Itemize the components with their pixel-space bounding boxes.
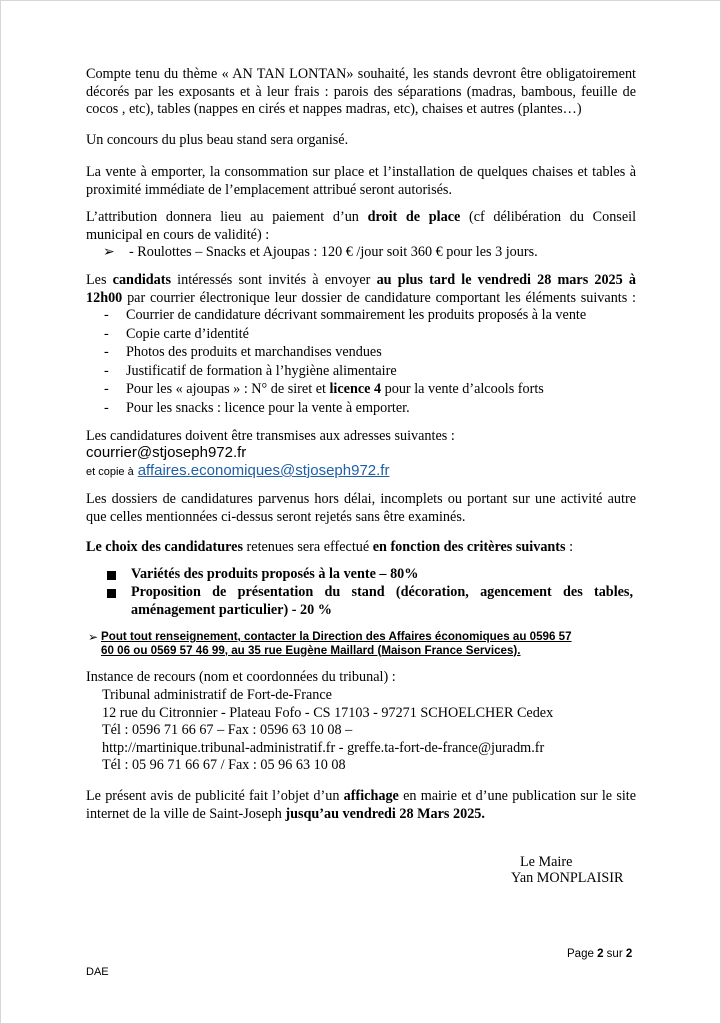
candidats-paragraph xyxy=(86,272,636,307)
dash-bullet: - xyxy=(104,325,109,342)
publicite-paragraph xyxy=(86,788,636,823)
attribution-line-1 xyxy=(86,209,636,227)
candidats-line-2 xyxy=(86,290,636,308)
list-item xyxy=(104,344,644,363)
critere-1-text: Variétés des produits proposés à la vente – 80% xyxy=(131,566,419,582)
candidats-bold: candidats xyxy=(112,272,171,288)
signature-title-text: Le Maire xyxy=(520,854,573,870)
transmission-paragraph xyxy=(86,428,636,446)
list-item xyxy=(104,400,644,419)
publicite-date-bold: jusqu’au vendredi 28 Mars 2025. xyxy=(285,805,485,822)
dae-text: DAE xyxy=(86,966,109,978)
dash-bullet: - xyxy=(104,399,109,416)
signature-name xyxy=(511,870,623,888)
list-item xyxy=(104,381,644,400)
square-bullet-icon xyxy=(107,571,116,580)
list-item xyxy=(104,326,644,345)
rejet-paragraph xyxy=(86,491,636,526)
attribution-paragraph xyxy=(86,209,636,262)
list-item-text: Pour les snacks : licence pour la vente à emporter. xyxy=(126,399,410,416)
publicite-site: internet de la ville de Saint-Joseph xyxy=(86,805,282,822)
tribunal-phone-2: Tél : 05 96 71 66 67 / Fax : 05 96 63 10 08 xyxy=(102,757,346,773)
list-item-text: Photos des produits et marchandises vendues xyxy=(126,344,382,361)
dash-bullet: - xyxy=(104,381,109,398)
list-item-text: Copie carte d’identité xyxy=(126,325,249,342)
critere-2-line-2: aménagement particulier) - 20 % xyxy=(131,601,332,618)
arrow-bullet-icon: ➢ xyxy=(88,630,99,644)
choix-bold: Le choix des candidatures xyxy=(86,539,243,555)
list-item-text: Courrier de candidature décrivant sommairement les produits proposés à la vente xyxy=(126,307,587,323)
arrow-bullet-icon: ➢ xyxy=(103,244,115,260)
tarif-line xyxy=(86,244,636,262)
publicite-line-2 xyxy=(86,806,636,824)
email-link-affaires[interactable]: affaires.economiques@stjoseph972.fr xyxy=(137,462,390,479)
intro-line-1: Compte tenu du thème « AN TAN LONTAN» souhaité, les stands devront être obligatoirement xyxy=(86,66,636,82)
list-item xyxy=(104,363,644,382)
email-copy-row xyxy=(86,462,636,480)
deadline-bold: au plus tard le vendredi 28 mars 2025 à xyxy=(376,272,636,288)
licence-bold: licence 4 xyxy=(329,381,382,398)
tribunal-phone: Tél : 0596 71 66 67 – Fax : 0596 63 10 08 – xyxy=(102,722,353,738)
vente-line-1: La vente à emporter, la consommation sur place et l’installation de quelques chaises et tables à xyxy=(86,164,636,180)
choix-paragraph xyxy=(86,539,636,557)
candidats-dossier: par courrier électronique leur dossier de candidature comportant les éléments suivants : xyxy=(127,289,636,306)
page-number xyxy=(567,948,632,960)
pieces-list xyxy=(104,307,644,419)
list-item-text: pour la vente d’alcools forts xyxy=(384,381,544,398)
tarif-text: - Roulottes – Snacks et Ajoupas : 120 € /jour soit 360 € pour les 3 jours. xyxy=(129,244,538,260)
rejet-line-2: que celles mentionnées ci-dessus seront rejetés sans être examinés. xyxy=(86,508,466,525)
candidats-les: Les xyxy=(86,272,107,288)
vente-paragraph xyxy=(86,164,636,199)
critere-2 xyxy=(131,584,633,619)
critere-1 xyxy=(131,566,633,584)
email-primary-row xyxy=(86,444,636,462)
publicite-pre: Le présent avis de publicité fait l’objet d’un xyxy=(86,788,340,804)
choix-mid: retenues sera effectué xyxy=(246,539,370,555)
page-sur: sur xyxy=(606,948,623,960)
square-bullet-icon xyxy=(107,589,116,598)
concours-paragraph xyxy=(86,132,636,150)
email-link-courrier[interactable]: courrier@stjoseph972.fr xyxy=(86,444,247,461)
choix-colon: : xyxy=(569,539,574,555)
concours-text: Un concours du plus beau stand sera organisé. xyxy=(86,132,349,148)
attribution-line-2: municipal en cours de validité) : xyxy=(86,226,270,243)
contact-line-2: 60 06 ou 0569 57 46 99, au 35 rue Eugène Maillard (Maison France Services). xyxy=(101,643,521,657)
tribunal-web: http://martinique.tribunal-administratif.fr - greffe.ta-fort-de-france@juradm.fr xyxy=(102,739,545,756)
publicite-line-1 xyxy=(86,788,636,806)
page-current: 2 xyxy=(597,948,604,960)
recours-title-text: Instance de recours (nom et coordonnées du tribunal) : xyxy=(86,669,396,685)
recours-details xyxy=(102,687,642,775)
vente-line-2: proximité immédiate de l’emplacement attribué seront autorisés. xyxy=(86,181,452,198)
intro-paragraph xyxy=(86,66,636,119)
candidats-invites: intéressés sont invités à envoyer xyxy=(177,272,371,288)
critere-2-line-1: Proposition de présentation du stand (décoration, agencement des tables, xyxy=(131,584,633,600)
footer-dae xyxy=(86,966,109,978)
criteres-bold: en fonction des critères suivants xyxy=(372,539,566,555)
contact-notice xyxy=(101,630,646,657)
list-item-text: Justificatif de formation à l’hygiène alimentaire xyxy=(126,362,397,379)
attribution-pre: L’attribution donnera lieu au paiement d’un xyxy=(86,209,359,225)
recours-title xyxy=(86,669,636,687)
intro-line-3: cocos , etc), tables (nappes en cirés et nappes madras, etc), chaises et autres (plantes…) xyxy=(86,101,582,117)
signature-title xyxy=(520,854,572,872)
copy-prefix: et copie à xyxy=(86,466,134,478)
rejet-line-1: Les dossiers de candidatures parvenus hors délai, incomplets ou portant sur une activité autre xyxy=(86,491,636,507)
page-total: 2 xyxy=(625,948,633,960)
publicite-post: en mairie et d’une publication sur le site xyxy=(403,788,637,804)
affichage-bold: affichage xyxy=(343,788,399,804)
dash-bullet: - xyxy=(104,344,109,361)
dash-bullet: - xyxy=(104,307,109,323)
candidats-line-1 xyxy=(86,272,636,290)
deadline-hour: 12h00 xyxy=(86,289,123,306)
transmission-intro: Les candidatures doivent être transmises aux adresses suivantes : xyxy=(86,428,455,444)
list-item xyxy=(104,307,644,326)
tribunal-address: 12 rue du Citronnier - Plateau Fofo - CS 17103 - 97271 SCHOELCHER Cedex xyxy=(102,704,554,721)
page-prefix: Page xyxy=(567,948,594,960)
attribution-post: (cf délibération du Conseil xyxy=(468,209,637,225)
intro-line-2: décorés par les exposants et à leur frais : parois des séparations (madras, bambous, feuille de xyxy=(86,83,636,100)
choix-line xyxy=(86,539,636,557)
droit-de-place: droit de place xyxy=(367,209,461,225)
contact-line-1: Pout tout renseignement, contacter la Direction des Affaires économiques au 0596 57 xyxy=(101,630,572,643)
signature-name-text: Yan MONPLAISIR xyxy=(511,870,624,886)
dash-bullet: - xyxy=(104,362,109,379)
tribunal-name: Tribunal administratif de Fort-de-France xyxy=(102,687,332,703)
list-item-text: Pour les « ajoupas » : N° de siret et xyxy=(126,381,326,398)
